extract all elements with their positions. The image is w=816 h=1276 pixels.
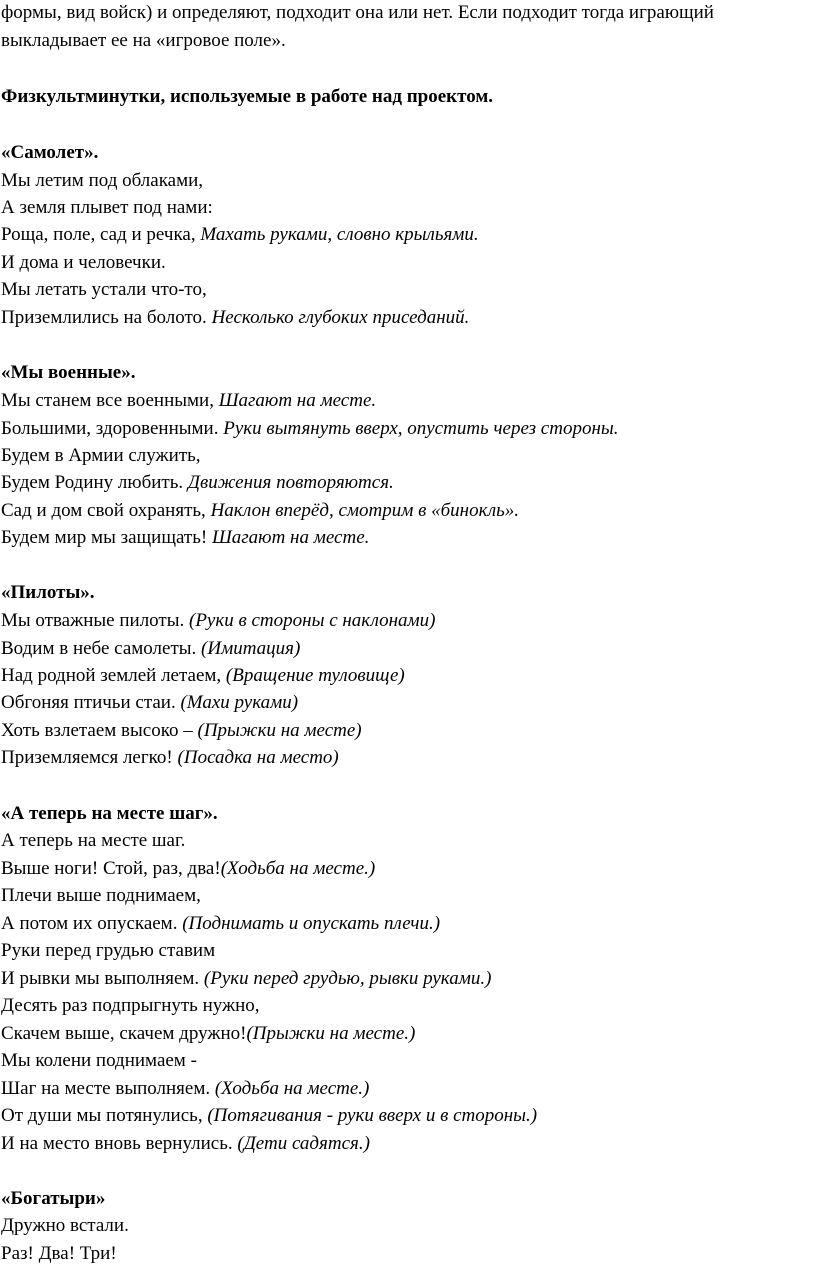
poem-line: А теперь на месте шаг.: [1, 830, 186, 851]
poem-line-note: Шагают на месте.: [218, 390, 377, 411]
intro-line-1: формы, вид войск) и определяют, подходит она или нет. Если подходит тогда играющий: [1, 2, 714, 23]
poem-line: А земля плывет под нами:: [1, 197, 213, 218]
poem-title: «А теперь на месте шаг».: [1, 803, 218, 824]
poem-line-note: Наклон вперёд, смотрим в «бинокль».: [210, 500, 520, 521]
poem-line: Роща, поле, сад и речка, Махать руками, словно крыльями.: [1, 224, 479, 245]
poem-line: И рывки мы выполняем. (Руки перед грудью, рывки руками.): [1, 968, 492, 989]
poem-line: От души мы потянулись, (Потягивания - руки вверх и в стороны.): [1, 1105, 538, 1126]
intro-line-2: выкладывает ее на «игровое поле».: [1, 30, 286, 51]
poem-line-note: (Вращение туловище): [225, 665, 405, 686]
poem-line: Дружно встали.: [1, 1215, 129, 1236]
section-heading: Физкультминутки, используемые в работе над проектом.: [1, 86, 494, 107]
poem-title: «Богатыри»: [1, 1188, 106, 1209]
poem-line-note: (Ходьба на месте.): [214, 1078, 370, 1099]
poem-line: И на место вновь вернулись. (Дети садятся.): [1, 1133, 370, 1154]
poem-title: «Самолет».: [1, 142, 99, 163]
poem-line: Приземляемся легко! (Посадка на место): [1, 747, 339, 768]
poem-line-note: (Ходьба на месте.): [220, 858, 376, 879]
poem-line-note: (Прыжки на месте): [197, 720, 362, 741]
poem-line-note: Руки вытянуть вверх, опустить через стороны.: [223, 418, 619, 439]
poem-line-note: (Руки в стороны с наклонами): [189, 610, 436, 631]
poem-line: Раз! Два! Три!: [1, 1243, 117, 1264]
poem-title: «Мы военные».: [1, 362, 136, 383]
poem-line: Большими, здоровенными. Руки вытянуть вверх, опустить через стороны.: [1, 418, 619, 439]
poem-line-note: Махать руками, словно крыльями.: [200, 224, 479, 245]
poem-line: Мы колени поднимаем -: [1, 1050, 197, 1071]
poem-line: Приземлились на болото. Несколько глубоких приседаний.: [1, 307, 470, 328]
poem-line: А потом их опускаем. (Поднимать и опускать плечи.): [1, 913, 441, 934]
poem-line-note: (Потягивания - руки вверх и в стороны.): [207, 1105, 538, 1126]
poem-line-note: (Дети садятся.): [237, 1133, 370, 1154]
poem-line-note: (Руки перед грудью, рывки руками.): [203, 968, 492, 989]
poem-line: Будем в Армии служить,: [1, 445, 201, 466]
poem-line-note: Шагают на месте.: [211, 527, 370, 548]
poem-line: Мы станем все военными, Шагают на месте.: [1, 390, 377, 411]
poem-line: Мы летим под облаками,: [1, 170, 204, 191]
poem-title: «Пилоты».: [1, 582, 95, 603]
poem-line: Над родной землей летаем, (Вращение туловище): [1, 665, 405, 686]
poem-line: Десять раз подпрыгнуть нужно,: [1, 995, 260, 1016]
poem-line-note: (Имитация): [201, 638, 301, 659]
poem-line: И дома и человечки.: [1, 252, 166, 273]
poem-line: Будем Родину любить. Движения повторяются.: [1, 472, 394, 493]
poem-line: Мы летать устали что-то,: [1, 279, 207, 300]
poem-line: Плечи выше поднимаем,: [1, 885, 201, 906]
poem-line-note: (Махи руками): [180, 692, 299, 713]
poem-line-note: Движения повторяются.: [187, 472, 394, 493]
poem-line: Обгоняя птичьи стаи. (Махи руками): [1, 692, 299, 713]
poem-line: Водим в небе самолеты. (Имитация): [1, 638, 301, 659]
poem-line: Будем мир мы защищать! Шагают на месте.: [1, 527, 370, 548]
poem-line-note: Несколько глубоких приседаний.: [211, 307, 470, 328]
poem-line: Руки перед грудью ставим: [1, 940, 216, 961]
poem-line: Сад и дом свой охранять, Наклон вперёд, смотрим в «бинокль».: [1, 500, 520, 521]
poem-line: Шаг на месте выполняем. (Ходьба на месте.): [1, 1078, 370, 1099]
poem-line-note: (Прыжки на месте.): [246, 1023, 416, 1044]
poem-line: Хоть взлетаем высоко – (Прыжки на месте): [1, 720, 362, 741]
poem-line: Мы отважные пилоты. (Руки в стороны с наклонами): [1, 610, 436, 631]
poem-line-note: (Поднимать и опускать плечи.): [182, 913, 441, 934]
poem-line: Скачем выше, скачем дружно!(Прыжки на месте.): [1, 1023, 416, 1044]
poem-line-note: (Посадка на место): [177, 747, 339, 768]
poem-line: Выше ноги! Стой, раз, два!(Ходьба на месте.): [1, 858, 376, 879]
